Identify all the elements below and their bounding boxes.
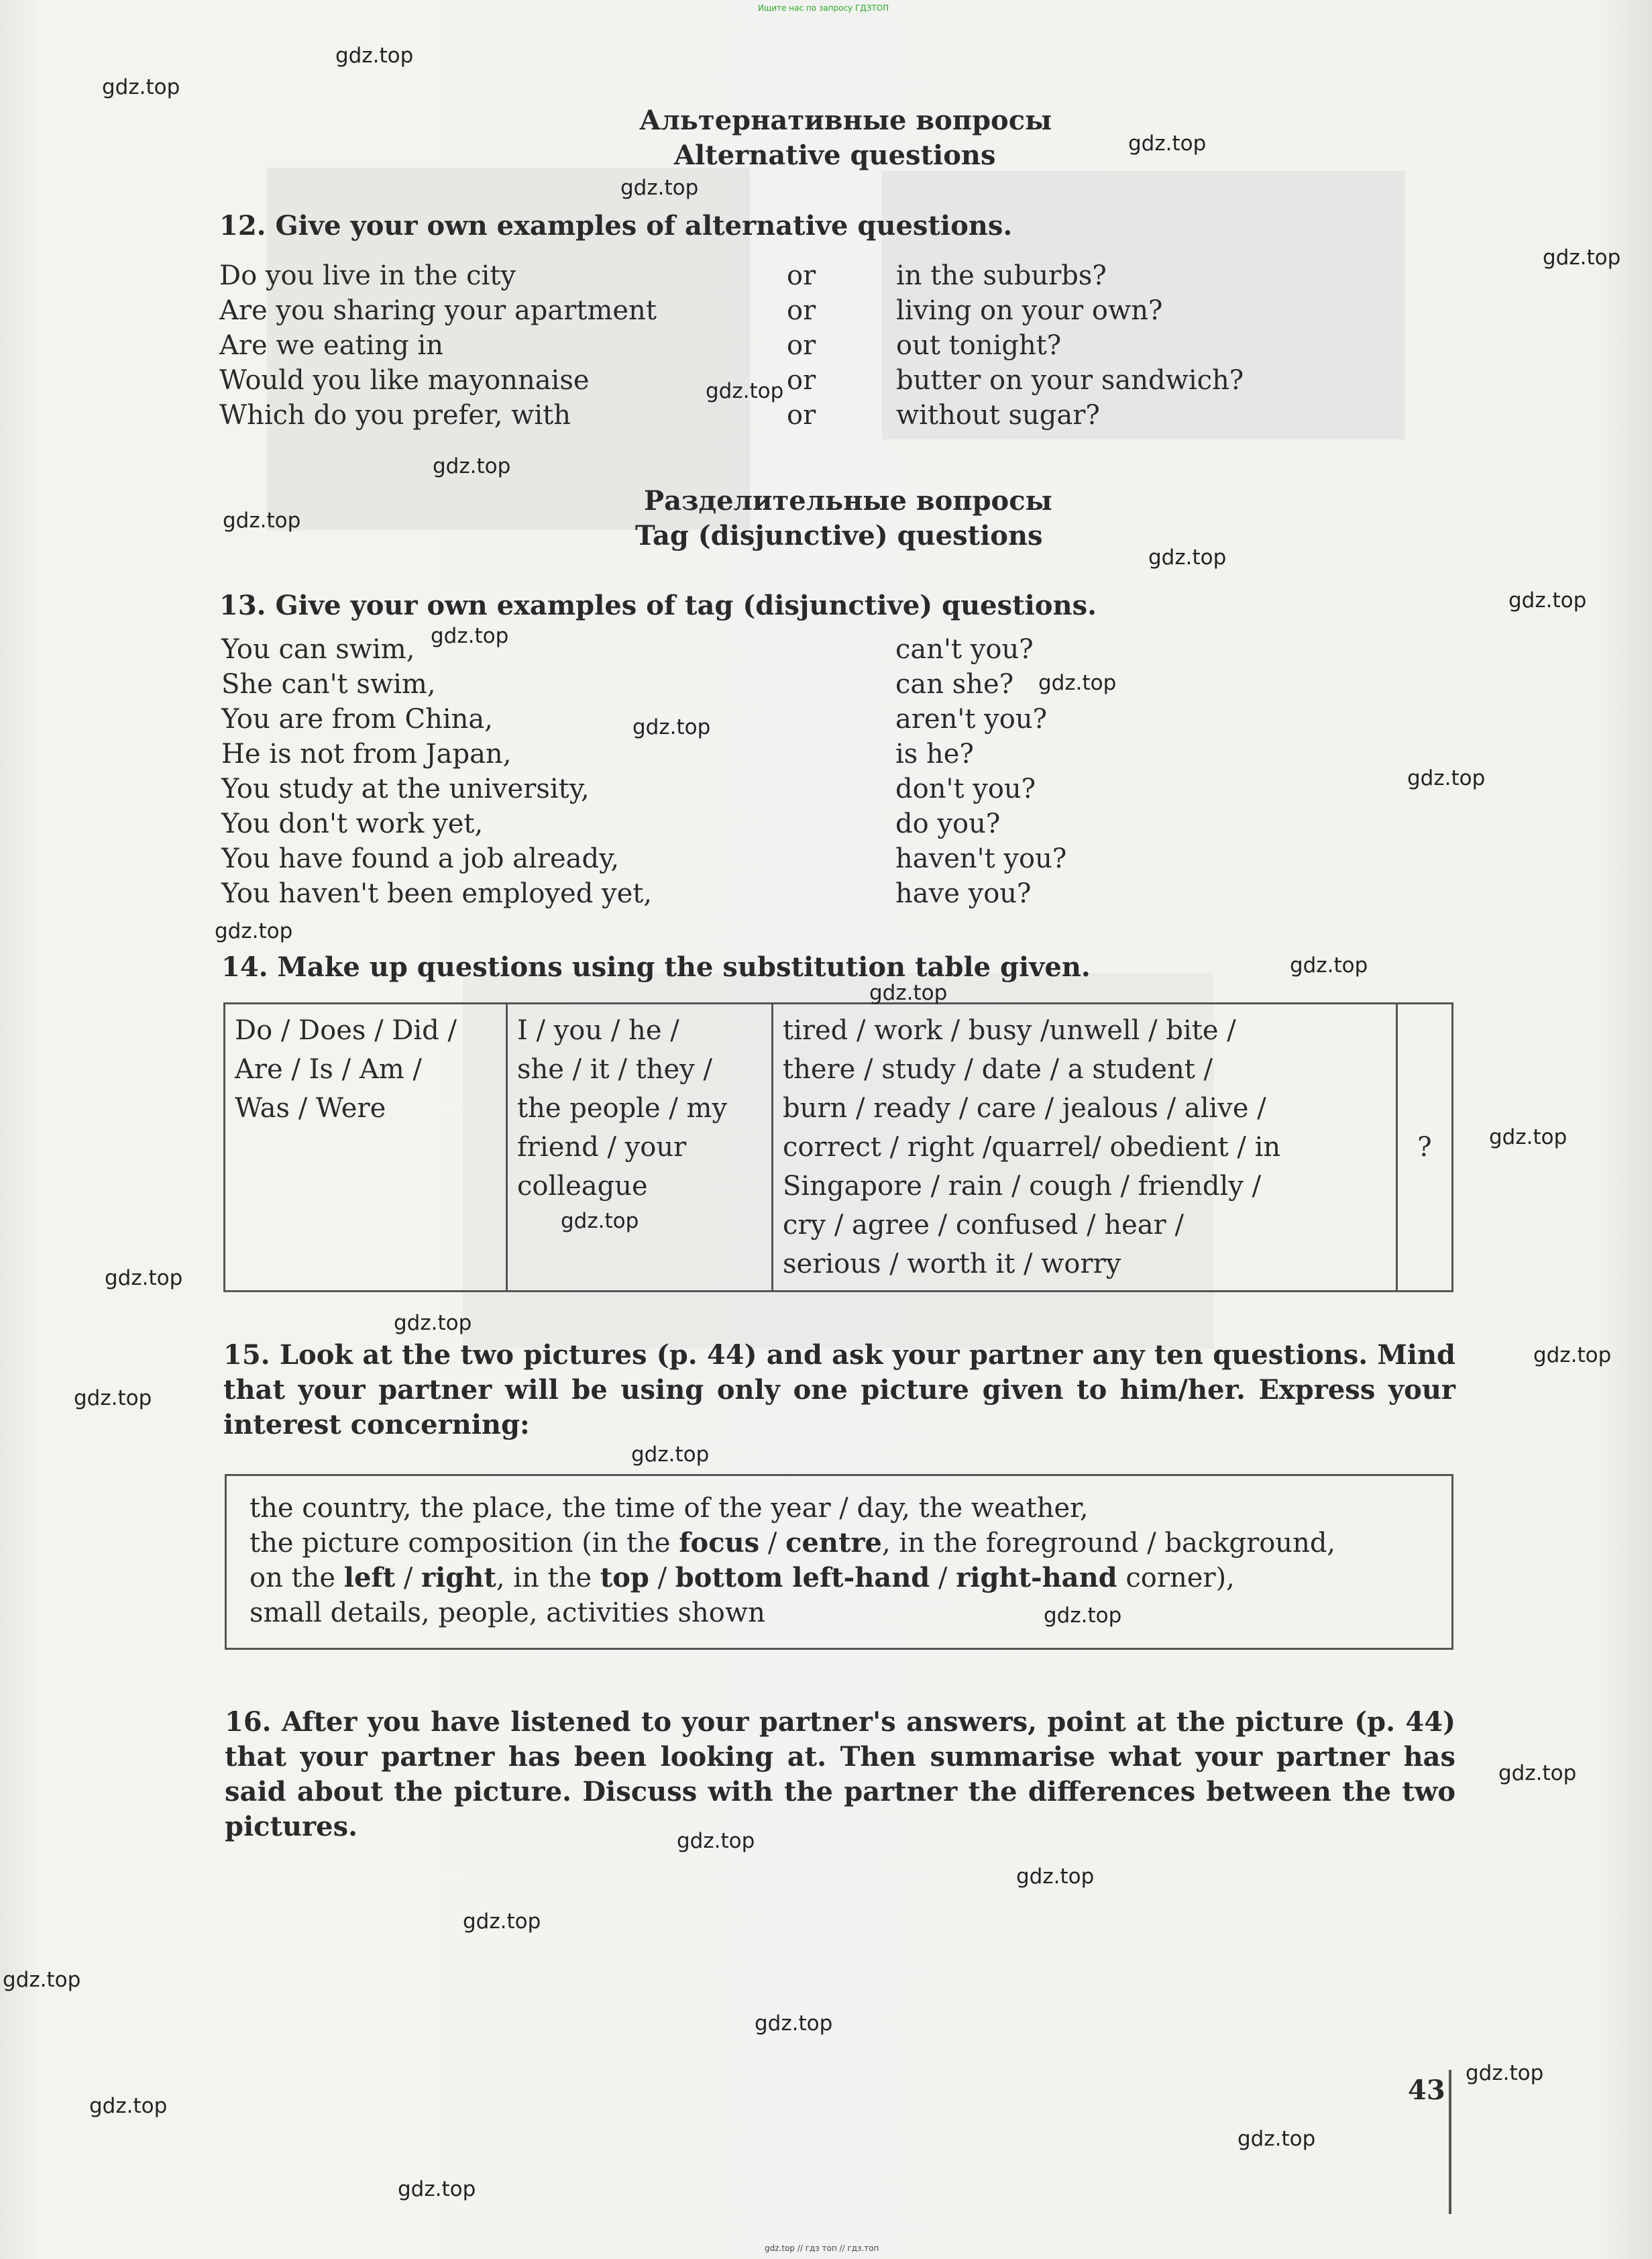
task12-row4-left: Would you like mayonnaise: [219, 365, 590, 396]
substitution-col-verbs: [225, 1004, 507, 1292]
table-cell-line: burn / ready / care / jealous / alive /: [783, 1093, 1266, 1124]
task12-row5-right: without sugar?: [896, 400, 1100, 431]
box-text: the picture composition (in the: [250, 1528, 679, 1559]
task13-row2-left: She can't swim,: [221, 669, 436, 700]
task13-row1-left: You can swim,: [221, 634, 415, 665]
task13-row4-right: is he?: [895, 739, 974, 770]
task12-row1-or: or: [787, 260, 816, 291]
watermark: gdz.top: [463, 1909, 541, 1934]
bottom-banner: gdz.top // гдз топ // гдз.топ: [765, 2244, 879, 2253]
table-cell-line: there / study / date / a student /: [783, 1054, 1213, 1085]
table-cell-line: cry / agree / confused / hear /: [783, 1210, 1184, 1241]
watermark: gdz.top: [631, 1442, 710, 1467]
task12-row3-right: out tonight?: [896, 330, 1062, 361]
watermark: gdz.top: [433, 454, 511, 478]
task12-row2-or: or: [787, 295, 816, 326]
section-alt-title-en: Alternative questions: [674, 140, 996, 171]
section-tag-title-en: Tag (disjunctive) questions: [635, 520, 1043, 551]
page-number: 43: [1408, 2074, 1445, 2106]
top-banner: Ищите нас по запросу ГДЗТОП: [758, 3, 889, 13]
substitution-col-subjects: [507, 1004, 773, 1292]
box-term-centre: centre: [785, 1527, 882, 1559]
watermark: gdz.top: [755, 2011, 833, 2036]
watermark: gdz.top: [1044, 1604, 1122, 1628]
watermark: gdz.top: [105, 1266, 183, 1290]
task12-title: 12. Give your own examples of alternative questions.: [219, 210, 1013, 242]
task12-row2-left: Are you sharing your apartment: [219, 295, 657, 326]
watermark: gdz.top: [1498, 1761, 1577, 1785]
box-term-right: right: [421, 1562, 496, 1593]
task13-row1-right: can't you?: [895, 634, 1034, 665]
table-cell-line: I / you / he /: [517, 1015, 679, 1046]
page-number-rule: [1449, 2070, 1451, 2214]
box-term-bottom-left-hand: bottom left-hand: [675, 1562, 930, 1593]
watermark: gdz.top: [632, 715, 711, 739]
watermark: gdz.top: [1237, 2127, 1316, 2151]
watermark: gdz.top: [1290, 953, 1368, 978]
task13-row6-right: do you?: [895, 808, 1001, 839]
watermark: gdz.top: [335, 44, 414, 68]
watermark: gdz.top: [394, 1311, 472, 1335]
task12-row3-or: or: [787, 330, 816, 361]
watermark: gdz.top: [620, 176, 699, 200]
task13-row5-right: don't you?: [895, 774, 1036, 804]
table-cell-line: serious / worth it / worry: [783, 1249, 1121, 1279]
section-tag-title-ru: Разделительные вопросы: [644, 485, 1052, 517]
watermark: gdz.top: [677, 1829, 755, 1853]
table-cell-line: she / it / they /: [517, 1054, 712, 1085]
substitution-col-predicates: [773, 1004, 1397, 1292]
table-cell-line: Do / Does / Did /: [235, 1015, 457, 1046]
task12-row5-left: Which do you prefer, with: [219, 400, 571, 431]
task13-row4-left: He is not from Japan,: [221, 739, 512, 770]
task12-row3-left: Are we eating in: [219, 330, 444, 361]
task12-row4-right: butter on your sandwich?: [896, 365, 1244, 396]
box-text: /: [649, 1563, 675, 1593]
table-cell-line: colleague: [517, 1171, 648, 1202]
watermark: gdz.top: [223, 509, 301, 533]
watermark: gdz.top: [1466, 2061, 1544, 2085]
task13-row8-left: You haven't been employed yet,: [221, 878, 653, 909]
table-cell-line: correct / right /quarrel/ obedient / in: [783, 1132, 1281, 1163]
watermark: gdz.top: [215, 919, 293, 943]
watermark: gdz.top: [869, 981, 948, 1005]
watermark: gdz.top: [431, 624, 509, 648]
watermark: gdz.top: [398, 2177, 476, 2201]
task12-row5-or: or: [787, 400, 816, 431]
task12-row2-right: living on your own?: [896, 295, 1163, 326]
section-alt-title-ru: Альтернативные вопросы: [639, 105, 1052, 136]
box-text: /: [395, 1563, 422, 1593]
task13-row7-left: You have found a job already,: [221, 843, 620, 874]
watermark: gdz.top: [561, 1209, 639, 1233]
watermark: gdz.top: [1148, 545, 1227, 570]
task15-box-line2: [250, 1526, 1429, 1561]
watermark: gdz.top: [102, 75, 180, 99]
substitution-table: [223, 1002, 1453, 1292]
table-cell-line: tired / work / busy /unwell / bite /: [783, 1015, 1236, 1046]
table-cell-line: the people / my: [517, 1093, 728, 1124]
task12-row4-or: or: [787, 365, 816, 396]
task13-row5-left: You study at the university,: [221, 774, 590, 804]
task14-title: 14. Make up questions using the substitution table given.: [221, 951, 1091, 983]
task16-title: 16. After you have listened to your partner's answers, point at the picture (p. 44) that your partner has been looking at. Then summarise what your partner has said about the picture. Discuss with the partner the differences between the two pictures.: [225, 1706, 1455, 1842]
box-term-top: top: [600, 1562, 649, 1593]
box-text: /: [930, 1563, 956, 1593]
watermark: gdz.top: [1543, 246, 1621, 270]
watermark: gdz.top: [1508, 588, 1587, 613]
task15-box-line4: small details, people, activities shown: [250, 1597, 765, 1628]
task13-row3-right: aren't you?: [895, 704, 1048, 735]
table-cell-line: Are / Is / Am /: [235, 1054, 422, 1085]
box-text: /: [759, 1528, 786, 1559]
watermark: gdz.top: [74, 1386, 152, 1410]
task13-row8-right: have you?: [895, 878, 1032, 909]
task15-title: 15. Look at the two pictures (p. 44) and ask your partner any ten questions. Mind that your partner will be using only one picture given to him/her. Express your interest concerning:: [223, 1339, 1455, 1440]
box-term-right-hand: right-hand: [956, 1562, 1117, 1593]
table-cell-line: Singapore / rain / cough / friendly /: [783, 1171, 1262, 1202]
watermark: gdz.top: [1407, 766, 1486, 790]
box-text: corner),: [1117, 1563, 1235, 1593]
task13-title: 13. Give your own examples of tag (disjunctive) questions.: [219, 590, 1097, 621]
task15-box: [225, 1474, 1453, 1650]
box-text: on the: [250, 1563, 344, 1593]
task13-row7-right: haven't you?: [895, 843, 1067, 874]
box-term-left: left: [343, 1562, 396, 1593]
task15-box-line1: the country, the place, the time of the year / day, the weather,: [250, 1493, 1089, 1524]
watermark: gdz.top: [89, 2094, 168, 2118]
table-cell-line: friend / your: [517, 1132, 687, 1163]
watermark: gdz.top: [1038, 671, 1117, 695]
task13-row3-left: You are from China,: [221, 704, 493, 735]
box-text: , in the foreground / background,: [881, 1528, 1336, 1559]
substitution-col-question-mark: [1397, 1004, 1453, 1292]
question-mark: ?: [1417, 1132, 1432, 1163]
watermark: gdz.top: [706, 379, 784, 403]
task12-row1-right: in the suburbs?: [896, 260, 1107, 291]
watermark: gdz.top: [1016, 1864, 1095, 1889]
box-text: , in the: [496, 1563, 600, 1593]
table-cell-line: Was / Were: [235, 1093, 386, 1124]
task13-row2-right: can she?: [895, 669, 1014, 700]
watermark: gdz.top: [1489, 1125, 1567, 1149]
task13-row6-left: You don't work yet,: [221, 808, 484, 839]
watermark: gdz.top: [1533, 1343, 1612, 1367]
watermark: gdz.top: [3, 1968, 81, 1992]
box-term-focus: focus: [679, 1527, 760, 1559]
task15-box-line3: [250, 1561, 1429, 1595]
task12-row1-left: Do you live in the city: [219, 260, 516, 291]
watermark: gdz.top: [1128, 132, 1207, 156]
